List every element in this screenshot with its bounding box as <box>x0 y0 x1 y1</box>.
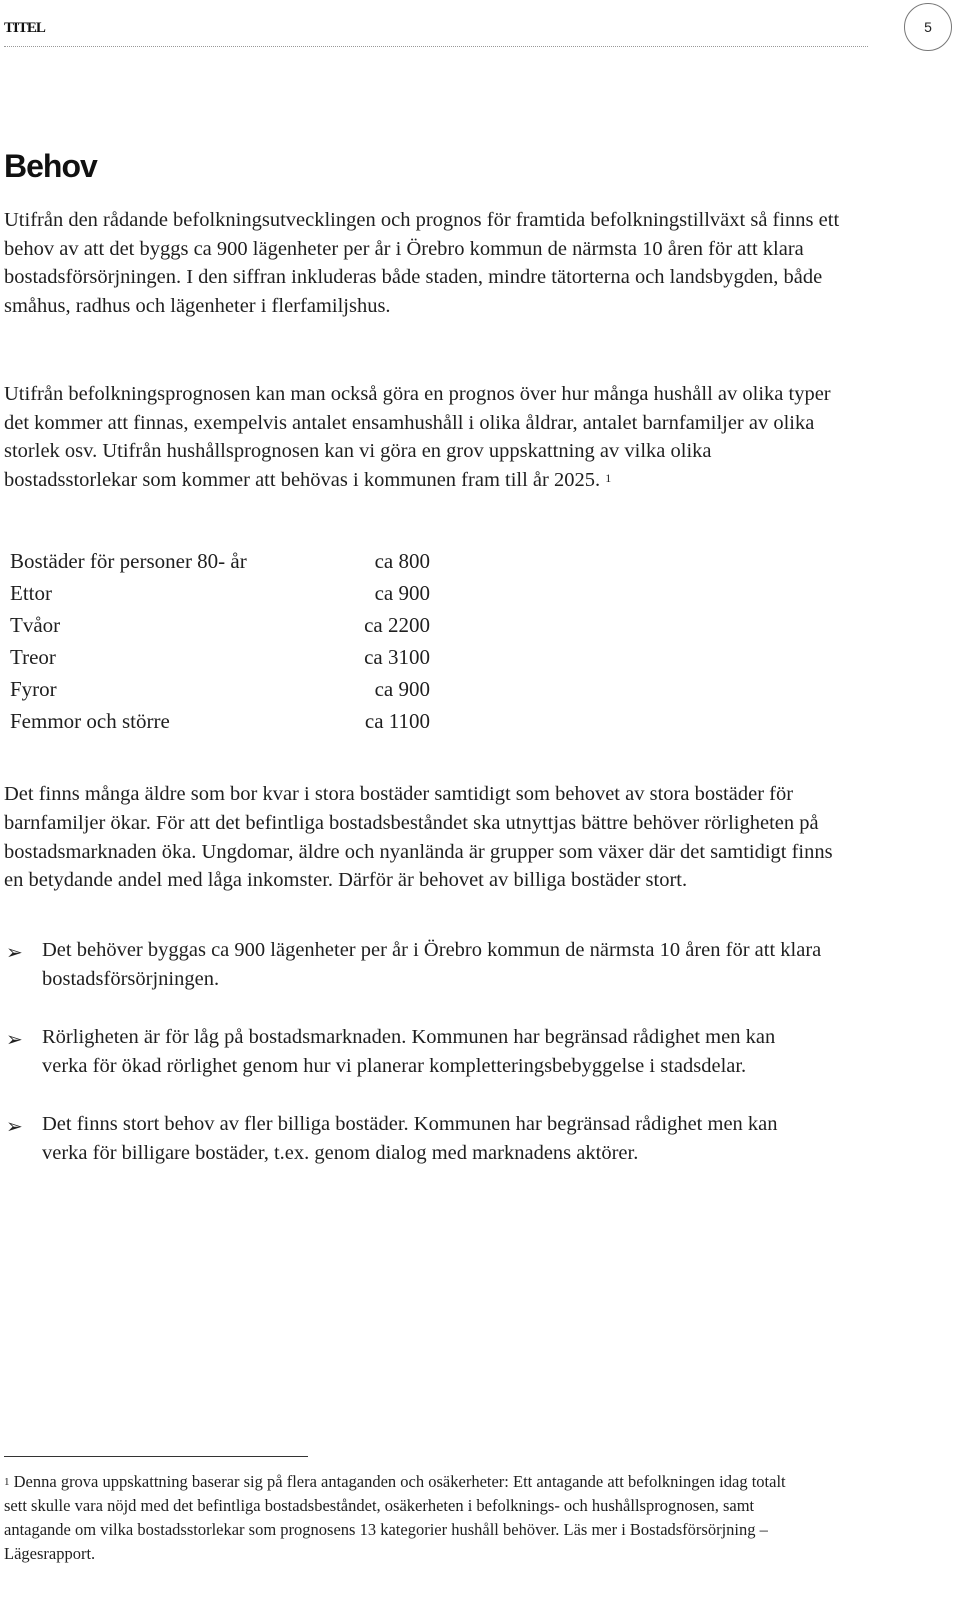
paragraph-mobility: Det finns många äldre som bor kvar i stora bostäder samtidigt som behovet av stora bostäder för barnfamiljer ökar. För att det befintliga bostadsbeståndet ska utnyttjas bättre behöver rörligheten på bostadsmarknaden öka. Ungdomar, äldre och nyanlända är grupper som växer där det samtidigt finns en betydande andel med låga inkomster. Därför är behovet av billiga bostäder stort. <box>4 783 833 892</box>
table-row <box>10 609 430 641</box>
page-number: 5 <box>924 19 932 35</box>
housing-count: ca 900 <box>374 676 430 701</box>
footnote-text: Denna grova uppskattning baserar sig på flera antaganden och osäkerheter: Ett antagande att befolkningen idag totalt sett skulle vara nöjd med det befintliga bostadsbeståndet, osäkerheten i befolknings- och hushållsprognosen, samt antagande om vilka bostadsstorlekar som prognosens 13 kategorier hushåll behöver. Läs mer i Bostadsförsörjning – Lägesrapport. <box>4 1472 786 1563</box>
list-item <box>4 1110 824 1168</box>
housing-type: Femmor och större <box>10 708 170 733</box>
housing-type: Treor <box>10 644 56 669</box>
housing-type: Fyror <box>10 676 57 701</box>
housing-count: ca 900 <box>374 580 430 605</box>
table-row <box>10 673 430 705</box>
housing-type: Tvåor <box>10 612 61 637</box>
housing-count: ca 800 <box>374 548 430 573</box>
table-row <box>10 577 430 609</box>
table-row <box>10 545 430 577</box>
conclusion-list <box>4 936 824 1197</box>
arrowhead-icon: ➢ <box>6 940 23 964</box>
paragraph-household-forecast-text: Utifrån befolkningsprognosen kan man också göra en prognos över hur många hushåll av olika typer det kommer att finnas, exempelvis antalet ensamhushåll i olika åldrar, antalet barnfamiljer av olika storlek osv. Utifrån hushållsprognosen kan vi göra en grov uppskattning av vilka olika bostadsstorlekar som kommer att behövas i kommunen fram till år 2025. <box>4 383 831 491</box>
arrowhead-icon: ➢ <box>6 1027 23 1051</box>
footnote-divider <box>4 1456 308 1457</box>
footnote-number: 1 <box>4 1476 10 1488</box>
table-row <box>10 641 430 673</box>
table-row <box>10 705 430 737</box>
housing-count: ca 1100 <box>364 708 430 733</box>
housing-size-table <box>10 545 430 737</box>
list-item-text: Rörligheten är för låg på bostadsmarknaden. Kommunen har begränsad rådighet men kan verka för ökad rörlighet genom hur vi planerar kompletteringsbebyggelse i stadsdelar. <box>42 1026 776 1077</box>
header-divider <box>4 46 868 47</box>
footnote <box>4 1470 804 1566</box>
arrowhead-icon: ➢ <box>6 1114 23 1138</box>
footnote-reference[interactable]: 1 <box>605 470 612 485</box>
housing-count: ca 2200 <box>364 612 430 637</box>
housing-type: Ettor <box>10 580 52 605</box>
section-heading: Behov <box>4 148 97 184</box>
header-title: TITEL <box>4 20 45 36</box>
housing-type: Bostäder för personer 80- år <box>10 548 247 573</box>
paragraph-household-forecast <box>4 380 844 494</box>
page-number-badge <box>904 3 952 51</box>
list-item-text: Det finns stort behov av fler billiga bostäder. Kommunen har begränsad rådighet men kan verka för billigare bostäder, t.ex. genom dialog med marknadens aktörer. <box>42 1113 778 1164</box>
list-item <box>4 1023 824 1081</box>
paragraph-population-need: Utifrån den rådande befolkningsutvecklingen och prognos för framtida befolkningstillväxt så finns ett behov av att det byggs ca 900 lägenheter per år i Örebro kommun de närmsta 10 åren för att klara bostadsförsörjningen. I den siffran inkluderas både staden, mindre tätorterna och landsbygden, både småhus, radhus och lägenheter i flerfamiljshus. <box>4 209 840 317</box>
list-item <box>4 936 824 994</box>
list-item-text: Det behöver byggas ca 900 lägenheter per år i Örebro kommun de närmsta 10 åren för att klara bostadsförsörjningen. <box>42 939 822 990</box>
housing-count: ca 3100 <box>364 644 430 669</box>
